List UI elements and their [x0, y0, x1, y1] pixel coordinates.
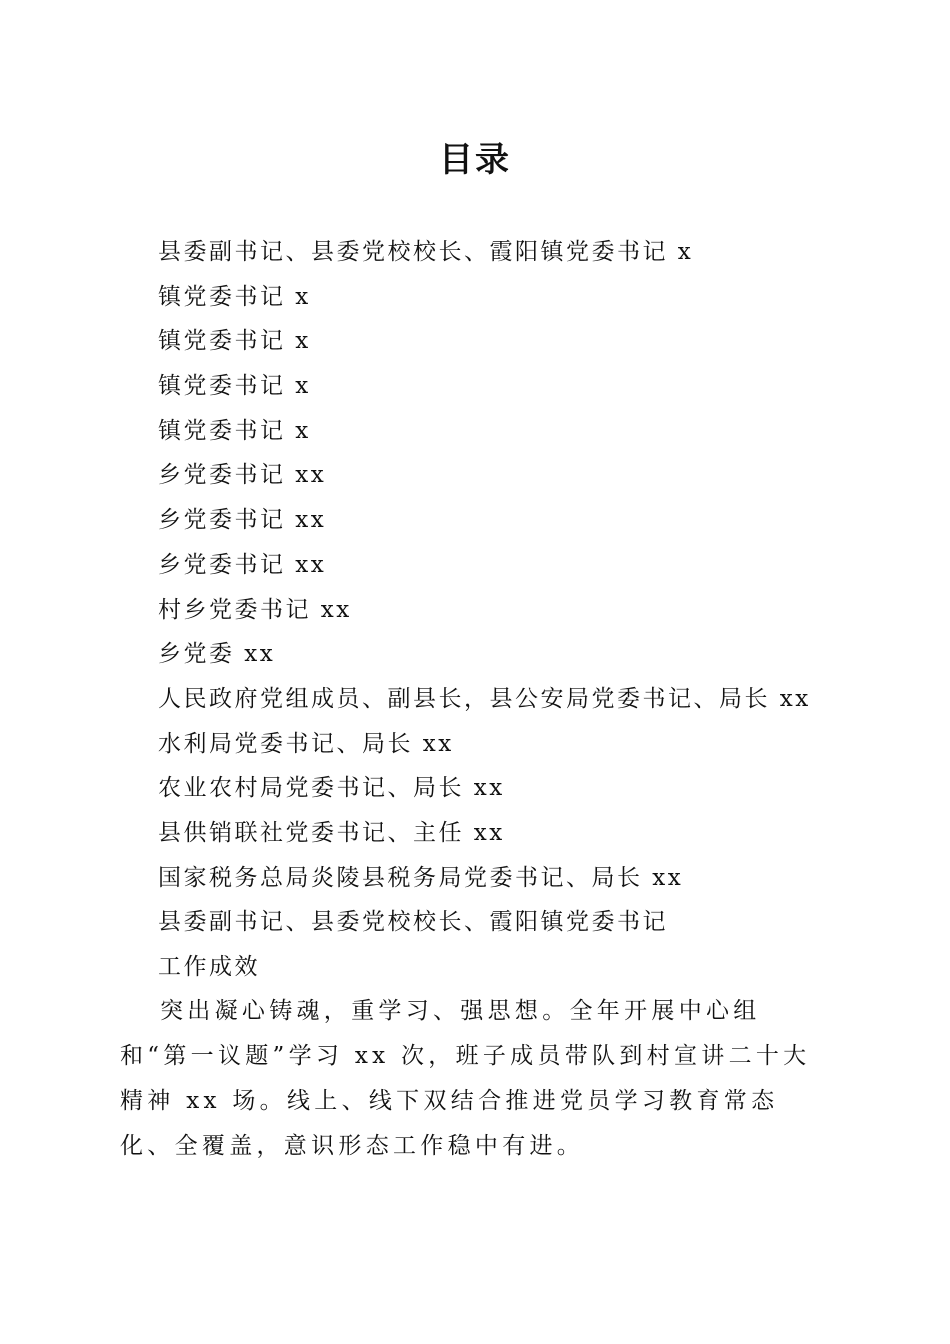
table-of-contents — [158, 230, 811, 945]
toc-entry: 镇党委书记 x — [158, 283, 311, 310]
toc-entry: 村乡党委书记 xx — [158, 596, 352, 623]
toc-entry: 水利局党委书记、局长 xx — [158, 730, 454, 757]
section-heading: 工作成效 — [158, 954, 260, 980]
toc-entry: 镇党委书记 x — [158, 417, 311, 444]
toc-entry: 乡党委书记 xx — [158, 462, 327, 489]
body-paragraph: 突出凝心铸魂，重学习、强思想。全年开展中心组和“第一议题”学习 xx 次，班子成员带队到村宣讲二十大精神 xx 场。线上、线下双结合推进党员学习教育常态化、全覆盖，意识形态工作稳中有进。 — [120, 998, 811, 1159]
toc-entry: 乡党委书记 xx — [158, 551, 327, 578]
toc-entry: 县委副书记、县委党校校长、霞阳镇党委书记 — [158, 909, 668, 936]
toc-entry: 镇党委书记 x — [158, 373, 311, 400]
toc-entry: 国家税务总局炎陵县税务局党委书记、局长 xx — [158, 864, 684, 891]
toc-entry: 乡党委书记 xx — [158, 507, 327, 534]
toc-entry: 县委副书记、县委党校校长、霞阳镇党委书记 x — [158, 239, 694, 265]
toc-entry: 县供销联社党委书记、主任 xx — [158, 819, 505, 846]
toc-entry: 农业农村局党委书记、局长 xx — [158, 775, 505, 802]
toc-entry: 人民政府党组成员、副县长，县公安局党委书记、局长 xx — [158, 685, 811, 712]
toc-entry: 乡党委 xx — [158, 641, 276, 668]
page-title: 目录 — [439, 140, 511, 180]
toc-entry: 镇党委书记 x — [158, 328, 311, 355]
